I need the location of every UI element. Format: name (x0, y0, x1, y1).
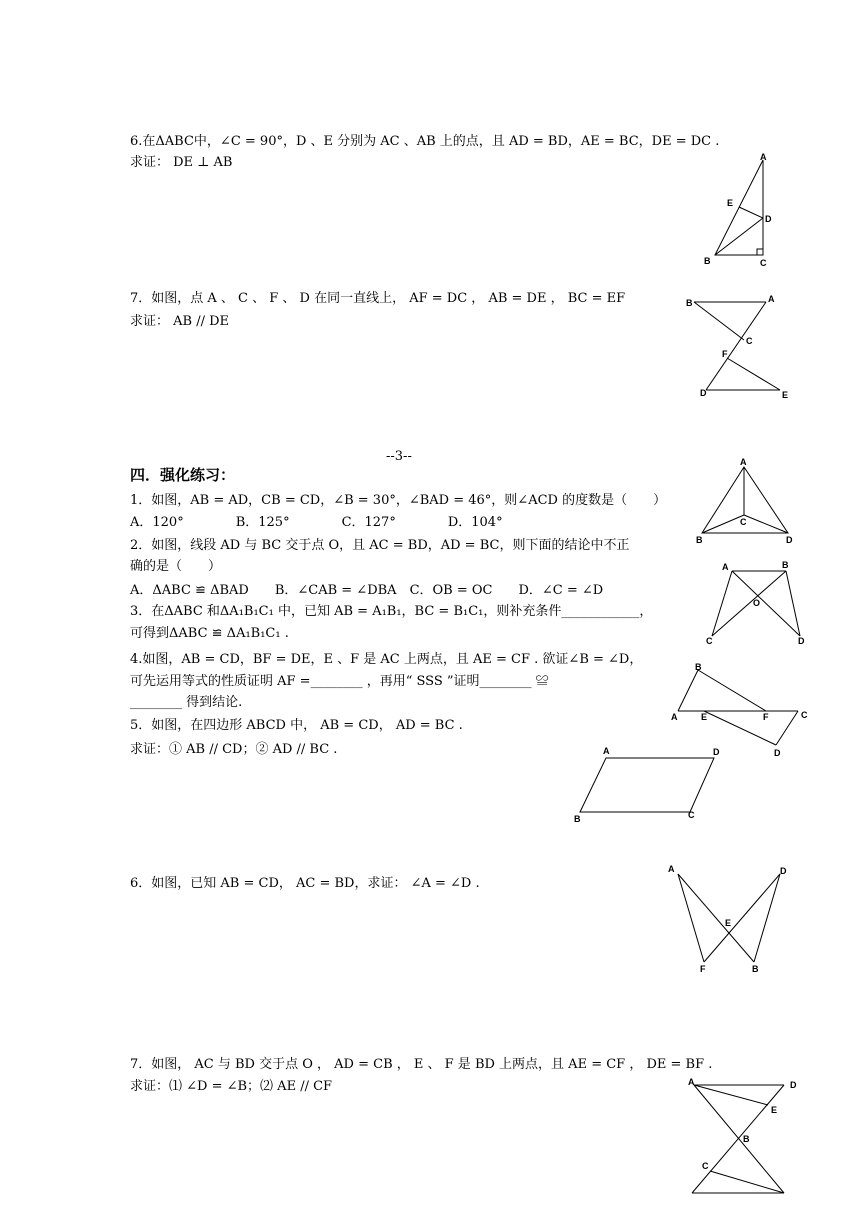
question-6-statement: 6．如图，已知 AB = CD， AC = BD，求证： ∠A = ∠D . (130, 876, 480, 891)
figure-triangle-abc-right (700, 150, 780, 270)
label-f: C (702, 1161, 709, 1171)
label-e: E (725, 918, 732, 928)
label-e: E (771, 1105, 778, 1115)
label-d: D (798, 636, 805, 646)
question-5-statement: 5．如图，在四边形 ABCD 中， AB = CD， AD = BC . (130, 718, 463, 733)
figure-kite-abcd (690, 455, 800, 550)
label-c: C (746, 336, 753, 346)
label-c: C (760, 258, 767, 268)
problem-7-prove: 求证： AB // DE (130, 314, 230, 329)
label-b: F (700, 964, 706, 974)
page-number: --3-- (386, 449, 412, 464)
figure-hourglass-abcd (680, 1075, 805, 1210)
label-f: F (763, 712, 769, 722)
label-b: B (574, 814, 581, 824)
label-o: O (753, 598, 761, 608)
question-7-statement: 7．如图， AC 与 BD 交于点 O ， AD = CB ， E 、 F 是 BD 上两点，且 AE = CF ， DE = BF . (130, 1057, 713, 1072)
label-c: C (706, 636, 713, 646)
problem-7-statement: 7．如图，点 A 、 C 、 F 、 D 在同一直线上， AF = DC ， AB = DE ， BC = EF (130, 291, 626, 306)
question-2-statement-cont: 确的是（ ） (130, 559, 222, 574)
label-a: A (603, 746, 610, 756)
question-4-statement-cont: 可先运用等式的性质证明 AF =________ ，再用“ SSS ”证明________ ≌ (130, 674, 549, 689)
label-b: B (686, 298, 693, 308)
label-d: D (786, 535, 793, 545)
label-e: E (701, 712, 708, 722)
question-3-statement: 3．在ΔABC 和ΔA₁B₁C₁ 中，已知 AB = A₁B₁，BC = B₁C₁，则补充条件____________， (130, 604, 653, 619)
label-a: A (740, 457, 747, 467)
label-o: B (743, 1134, 750, 1144)
label-c: B (752, 964, 759, 974)
label-d: D (780, 866, 787, 876)
label-d: D (774, 748, 781, 758)
label-c: C (801, 710, 808, 720)
question-4-statement-cont2: ________ 得到结论. (130, 695, 243, 710)
question-2-statement: 2．如图，线段 AD 与 BC 交于点 O，且 AC = BD，AD = BC，则下面的结论中不正 (130, 538, 630, 553)
question-4-statement: 4.如图，AB = CD，BF = DE，E 、F 是 AC 上两点，且 AE = CF . 欲证∠B = ∠D， (130, 652, 643, 667)
label-e: E (727, 198, 734, 208)
problem-6-prove: 求证： DE ⊥ AB (130, 155, 233, 170)
label-d: D (700, 388, 707, 398)
label-d: D (713, 747, 720, 757)
label-a: A (688, 1077, 695, 1087)
problem-6-statement: 6.在ΔABC中，∠C = 90°，D 、E 分别为 AC 、AB 上的点，且 AD = BD，AE = BC，DE = DC . (130, 134, 720, 149)
label-a: A (671, 712, 678, 722)
label-b: B (695, 662, 702, 672)
figure-crossing-ad-bc (700, 558, 812, 648)
label-f: F (722, 349, 728, 359)
label-b: B (782, 560, 789, 570)
label-b: B (696, 535, 703, 545)
label-b: B (704, 256, 711, 266)
figure-bowtie-abcd (660, 860, 795, 980)
label-a: A (722, 562, 729, 572)
label-e: E (782, 390, 789, 400)
figure-zigzag-abde (680, 290, 800, 410)
question-7-prove: 求证：⑴ ∠D = ∠B；⑵ AE // CF (130, 1079, 333, 1094)
figure-parallelogram-abcd (570, 740, 730, 830)
label-d: D (790, 1080, 797, 1090)
label-c: C (740, 517, 747, 527)
question-3-statement-cont: 可得到ΔABC ≌ ΔA₁B₁C₁ . (130, 626, 289, 641)
label-c: C (688, 810, 695, 820)
label-a: A (668, 864, 675, 874)
label-a: A (768, 294, 775, 304)
label-a: A (760, 152, 767, 162)
question-1-options: A．120° B．125° C．127° D．104° (130, 515, 503, 530)
question-5-prove: 求证：① AB // CD；② AD // BC . (130, 742, 338, 757)
section-heading: 四．强化练习： (130, 466, 236, 484)
question-2-options: A．ΔABC ≌ ΔBAD B．∠CAB = ∠DBA C．OB = OC D．∠C = ∠D (130, 583, 604, 598)
label-d: D (765, 214, 772, 224)
question-1-statement: 1．如图，AB = AD，CB = CD，∠B = 30°，∠BAD = 46°，则∠ACD 的度数是（ ） (130, 493, 667, 508)
